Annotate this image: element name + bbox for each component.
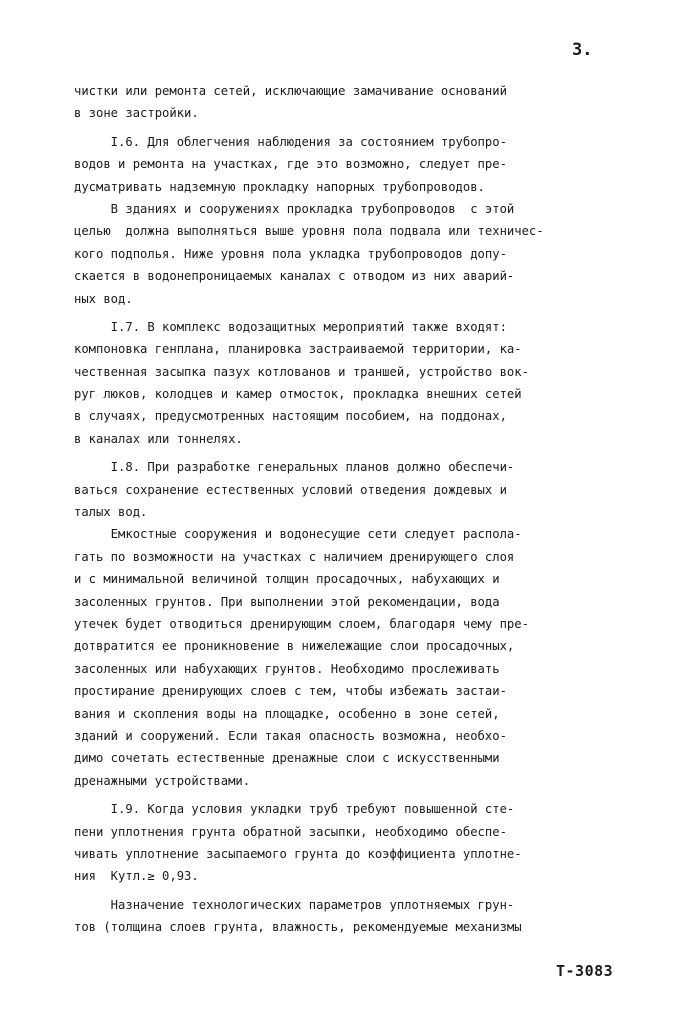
- text-line: гать по возможности на участках с наличием дренирующего слоя: [74, 549, 515, 564]
- text-line: дусматривать надземную прокладку напорных трубопроводов.: [74, 179, 485, 194]
- text-line: простирание дренирующих слоев с тем, чтобы избежать застаи-: [74, 684, 507, 699]
- text-line: руг люков, колодцев и камер отмосток, прокладка внешних сетей: [74, 387, 522, 402]
- text-line: В зданиях и сооружениях прокладка трубопроводов с этой: [74, 201, 515, 216]
- text-line: в случаях, предусмотренных настоящим пособием, на поддонах,: [74, 409, 507, 424]
- text-line: дотвратится ее проникновение в нижележащие слои просадочных,: [74, 639, 515, 654]
- text-line: ваться сохранение естественных условий отведения дождевых и: [74, 482, 507, 497]
- text-line: засоленных или набухающих грунтов. Необходимо прослеживать: [74, 661, 500, 676]
- text-line: чественная засыпка пазух котлованов и траншей, устройство вок-: [74, 364, 529, 379]
- text-line: вания и скопления воды на площадке, особенно в зоне сетей,: [74, 706, 500, 721]
- text-line: в зоне застройки.: [74, 106, 199, 121]
- paragraph-section-1-7: [74, 316, 654, 450]
- text-line: засоленных грунтов. При выполнении этой рекомендации, вода: [74, 594, 500, 609]
- text-line: скается в водонепроницаемых каналах с отводом из них аварий-: [74, 269, 515, 284]
- text-line: водов и ремонта на участках, где это возможно, следует пре-: [74, 157, 507, 172]
- text-line: Емкостные сооружения и водонесущие сети следует распола-: [74, 527, 522, 542]
- document-body: [74, 80, 654, 938]
- paragraph-buildings: [74, 198, 654, 310]
- text-line: I.9. Когда условия укладки труб требуют повышенной сте-: [74, 802, 515, 817]
- text-line: кого подполья. Ниже уровня пола укладка трубопроводов допу-: [74, 246, 507, 261]
- text-line: и с минимальной величиной толщин просадочных, набухающих и: [74, 572, 500, 587]
- text-line: утечек будет отводиться дренирующим слоем, благодаря чему пре-: [74, 616, 529, 631]
- text-line: димо сочетать естественные дренажные слои с искусственными: [74, 751, 500, 766]
- paragraph-compaction-parameters: [74, 894, 654, 939]
- page-number: 3.: [572, 40, 593, 60]
- text-line: зданий и сооружений. Если такая опасность возможна, необхо-: [74, 728, 507, 743]
- paragraph-section-1-8: [74, 456, 654, 523]
- text-line: пени уплотнения грунта обратной засыпки, необходимо обеспе-: [74, 824, 507, 839]
- text-line: чивать уплотнение засыпаемого грунта до коэффициента уплотне-: [74, 846, 522, 861]
- text-line: в каналах или тоннелях.: [74, 431, 243, 446]
- paragraph-section-1-9: [74, 798, 654, 888]
- text-line: ния Кутл.≥ 0,93.: [74, 869, 199, 884]
- text-line: I.7. В комплекс водозащитных мероприятий также входят:: [74, 319, 507, 334]
- text-line: талых вод.: [74, 505, 148, 520]
- text-line: I.8. При разработке генеральных планов должно обеспечи-: [74, 460, 515, 475]
- text-line: Назначение технологических параметров уплотняемых грун-: [74, 897, 515, 912]
- paragraph-drainage-end: [74, 80, 654, 125]
- paragraph-section-1-6: [74, 131, 654, 198]
- text-line: тов (толщина слоев грунта, влажность, рекомендуемые механизмы: [74, 920, 522, 935]
- text-line: компоновка генплана, планировка застраиваемой территории, ка-: [74, 342, 522, 357]
- paragraph-reservoirs: [74, 523, 654, 792]
- text-line: целью должна выполняться выше уровня пола подвала или техничес-: [74, 224, 544, 239]
- text-line: I.6. Для облегчения наблюдения за состоянием трубопро-: [74, 134, 507, 149]
- text-line: ных вод.: [74, 291, 133, 306]
- text-line: чистки или ремонта сетей, исключающие замачивание оснований: [74, 84, 507, 98]
- text-line: дренажными устройствами.: [74, 773, 251, 788]
- document-id: Т-3083: [556, 962, 614, 980]
